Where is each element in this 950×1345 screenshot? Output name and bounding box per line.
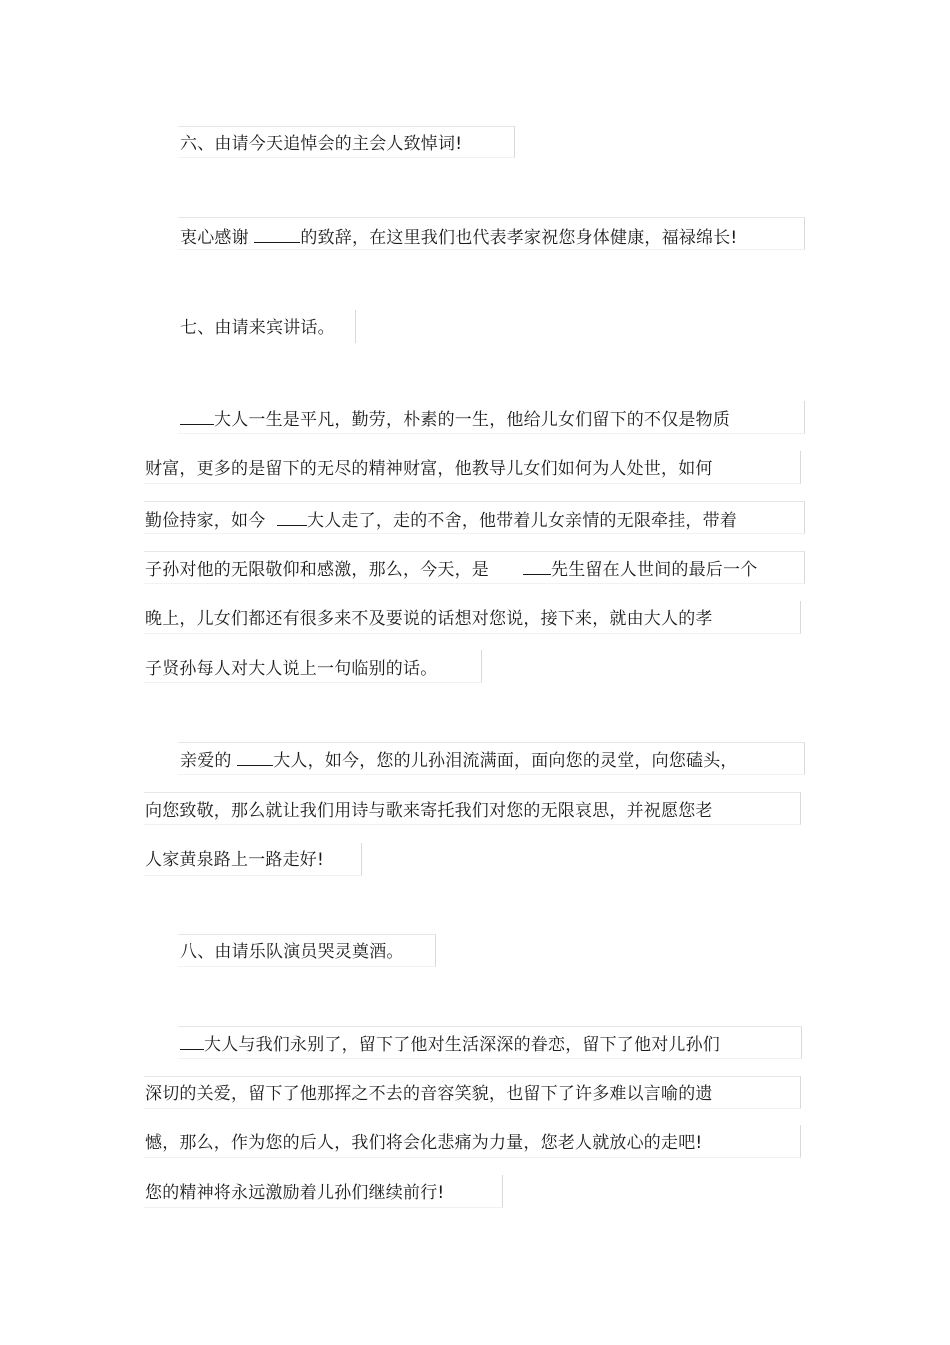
paragraph-1-text: 勤俭持家，如今 (145, 511, 272, 531)
paragraph-2-line-2: 向您致敬，那么就让我们用诗与歌来寄托我们对您的无限哀思，并祝愿您老 (145, 801, 713, 821)
paragraph-1-text: 子孙对他的无限敬仰和感激，那么，今天，是 (145, 560, 489, 580)
paragraph-3-text: 大人与我们永别了，留下了他对生活深深的眷恋，留下了他对儿孙们 (204, 1035, 720, 1055)
name-blank (180, 408, 214, 425)
name-blank (254, 226, 300, 243)
paragraph-1-text: 大人一生是平凡，勤劳，朴素的一生，他给儿女们留下的不仅是物质 (214, 410, 730, 430)
paragraph-2-line-1 (180, 749, 738, 772)
paragraph-3-line-3: 憾，那么，作为您的后人，我们将会化悲痛为力量，您老人就放心的走吧! (145, 1133, 703, 1153)
section-8-heading: 八、由请乐队演员哭灵奠酒。 (180, 942, 404, 962)
section-7-heading: 七、由请来宾讲话。 (180, 318, 335, 338)
paragraph-1-line-4 (145, 558, 757, 581)
section-6-heading: 六、由请今天追悼会的主会人致悼词! (180, 134, 463, 154)
paragraph-3-line-4: 您的精神将永远激励着儿孙们继续前行! (145, 1183, 445, 1203)
paragraph-1-text: 大人走了，走的不舍，他带着儿女亲情的无限牵挂，带着 (307, 511, 738, 531)
section-6-body-start: 衷心感谢 (180, 228, 255, 248)
paragraph-1-line-3 (145, 509, 737, 532)
section-6-body (180, 226, 737, 249)
paragraph-1-line-5: 晚上，儿女们都还有很多来不及要说的话想对您说，接下来，就由大人的孝 (145, 609, 713, 629)
paragraph-3-line-1 (180, 1033, 720, 1056)
paragraph-1-line-2: 财富，更多的是留下的无尽的精神财富，他教导儿女们如何为人处世，如何 (145, 459, 713, 479)
paragraph-1-text: 先生留在人世间的最后一个 (551, 560, 758, 580)
paragraph-1-line-1 (180, 408, 730, 431)
paragraph-2-text: 大人，如今，您的儿孙泪流满面，面向您的灵堂，向您磕头， (273, 751, 738, 771)
paragraph-2-text: 亲爱的 (180, 751, 238, 771)
name-blank (180, 1033, 204, 1050)
paragraph-2-line-3: 人家黄泉路上一路走好! (145, 850, 325, 870)
name-blank (523, 558, 551, 575)
name-blank (277, 509, 307, 526)
paragraph-3-line-2: 深切的关爱，留下了他那挥之不去的音容笑貌，也留下了许多难以言喻的遗 (145, 1084, 713, 1104)
section-6-body-end: 的致辞，在这里我们也代表孝家祝您身体健康，福禄绵长! (300, 228, 738, 248)
paragraph-1-line-6: 子贤孙每人对大人说上一句临别的话。 (145, 659, 438, 679)
name-blank (237, 749, 273, 766)
